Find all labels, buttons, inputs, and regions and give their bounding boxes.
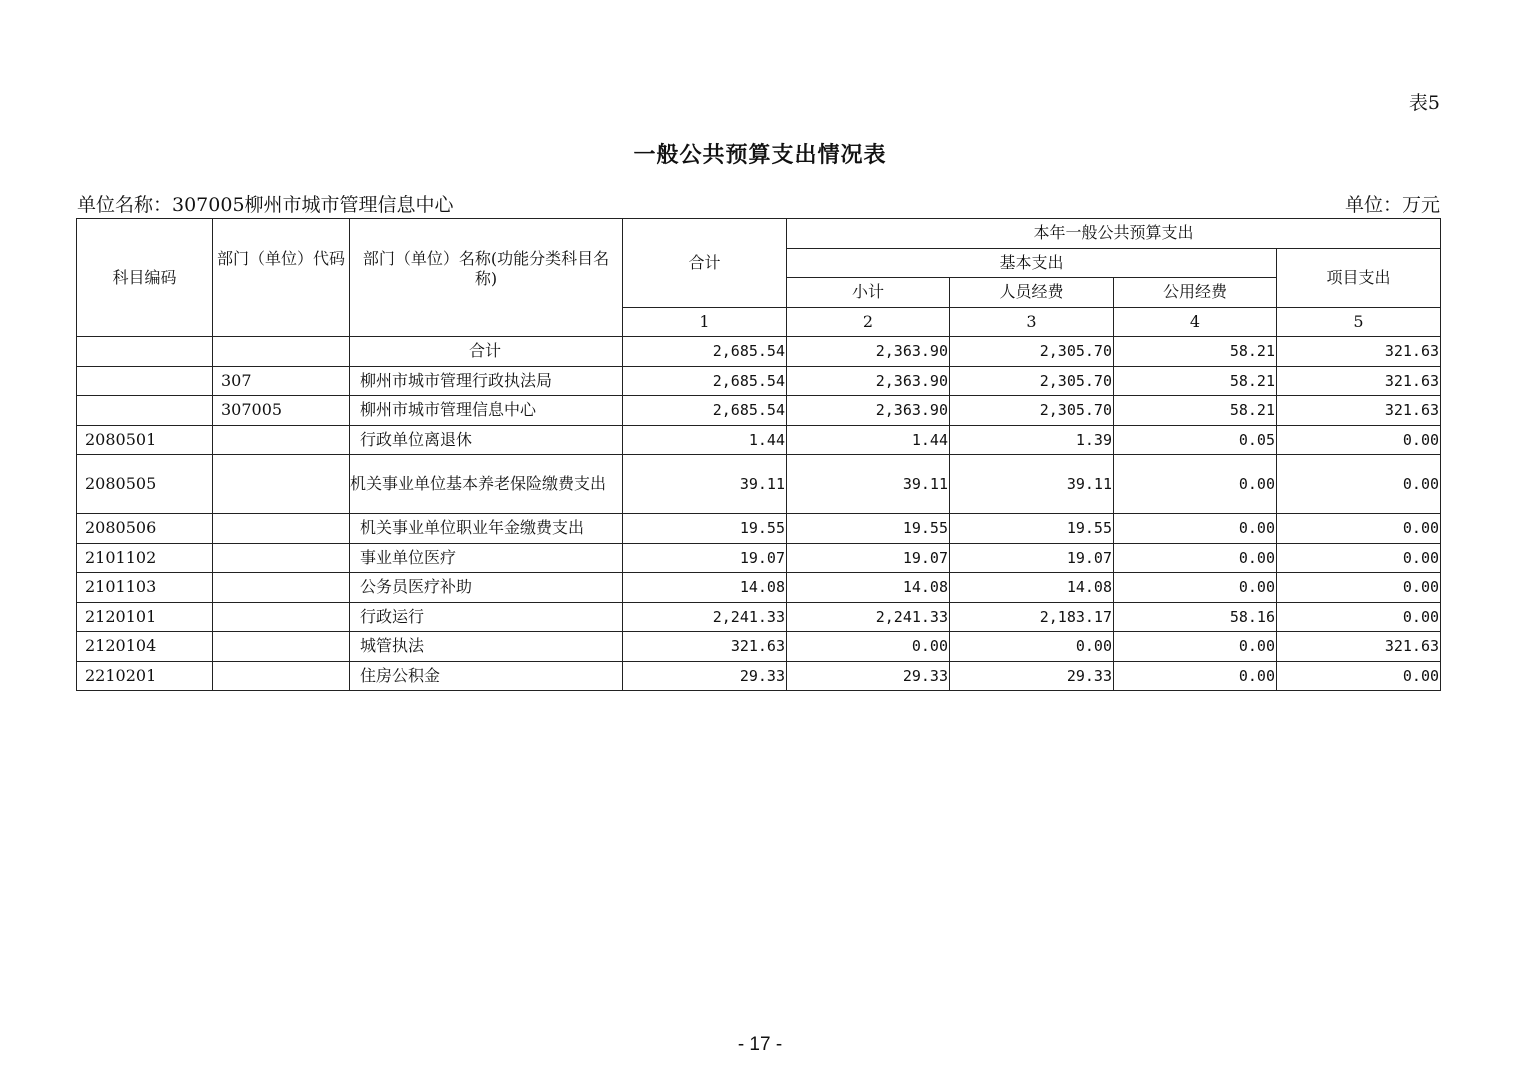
col-number: 2: [787, 307, 950, 337]
public-cell: 58.21: [1114, 396, 1277, 426]
public-cell: 58.21: [1114, 337, 1277, 367]
personnel-cell: 19.55: [950, 514, 1114, 544]
personnel-cell: 2,305.70: [950, 337, 1114, 367]
budget-table: [76, 218, 1441, 691]
header-total: 合计: [623, 219, 787, 308]
total-cell: 2,685.54: [623, 366, 787, 396]
dept-code-cell: [213, 573, 350, 603]
project-cell: 0.00: [1277, 661, 1441, 691]
project-cell: 0.00: [1277, 543, 1441, 573]
table-row: [77, 337, 1441, 367]
unit-name: 单位名称：307005柳州市城市管理信息中心: [77, 194, 454, 216]
header-dept-code: 部门（单位）代码: [213, 219, 350, 337]
subject-code-cell: 2080506: [77, 514, 213, 544]
subject-code-cell: [77, 396, 213, 426]
subject-code-cell: 2210201: [77, 661, 213, 691]
header-project-expenditure: 项目支出: [1277, 248, 1441, 307]
table-row: [77, 396, 1441, 426]
subtotal-cell: 1.44: [787, 425, 950, 455]
personnel-cell: 19.07: [950, 543, 1114, 573]
header-public: 公用经费: [1114, 278, 1277, 308]
subject-code-cell: 2120101: [77, 602, 213, 632]
subject-code-cell: [77, 337, 213, 367]
project-cell: 321.63: [1277, 632, 1441, 662]
project-cell: 0.00: [1277, 573, 1441, 603]
public-cell: 58.16: [1114, 602, 1277, 632]
dept-code-cell: [213, 425, 350, 455]
dept-name-cell: 事业单位医疗: [350, 543, 623, 573]
subtotal-cell: 2,363.90: [787, 366, 950, 396]
personnel-cell: 29.33: [950, 661, 1114, 691]
public-cell: 0.00: [1114, 573, 1277, 603]
dept-code-cell: [213, 337, 350, 367]
subject-code-cell: 2080505: [77, 455, 213, 514]
dept-code-cell: [213, 455, 350, 514]
table-number: 表5: [1408, 92, 1440, 114]
project-cell: 0.00: [1277, 602, 1441, 632]
project-cell: 0.00: [1277, 514, 1441, 544]
personnel-cell: 2,183.17: [950, 602, 1114, 632]
personnel-cell: 2,305.70: [950, 396, 1114, 426]
total-cell: 1.44: [623, 425, 787, 455]
public-cell: 58.21: [1114, 366, 1277, 396]
page-title: 一般公共预算支出情况表: [633, 142, 887, 168]
subject-code-cell: 2120104: [77, 632, 213, 662]
dept-name-cell: 柳州市城市管理行政执法局: [350, 366, 623, 396]
table-row: [77, 632, 1441, 662]
total-cell: 14.08: [623, 573, 787, 603]
table-row: [77, 455, 1441, 514]
subject-code-cell: 2101103: [77, 573, 213, 603]
dept-name-cell: 行政运行: [350, 602, 623, 632]
dept-code-cell: 307: [213, 366, 350, 396]
col-number: 1: [623, 307, 787, 337]
header-dept-name: 部门（单位）名称(功能分类科目名称): [350, 219, 623, 337]
table-row: [77, 602, 1441, 632]
dept-code-cell: [213, 661, 350, 691]
subtotal-cell: 14.08: [787, 573, 950, 603]
subtotal-cell: 2,241.33: [787, 602, 950, 632]
subtotal-cell: 0.00: [787, 632, 950, 662]
project-cell: 0.00: [1277, 425, 1441, 455]
dept-name-cell: 城管执法: [350, 632, 623, 662]
header-personnel: 人员经费: [950, 278, 1114, 308]
table-row: [77, 661, 1441, 691]
project-cell: 321.63: [1277, 337, 1441, 367]
public-cell: 0.00: [1114, 632, 1277, 662]
header-subtotal: 小计: [787, 278, 950, 308]
dept-code-cell: [213, 543, 350, 573]
header-subject-code: 科目编码: [77, 219, 213, 337]
public-cell: 0.00: [1114, 514, 1277, 544]
total-cell: 39.11: [623, 455, 787, 514]
dept-name-cell: 公务员医疗补助: [350, 573, 623, 603]
dept-code-cell: [213, 632, 350, 662]
public-cell: 0.00: [1114, 661, 1277, 691]
total-cell: 2,685.54: [623, 337, 787, 367]
project-cell: 0.00: [1277, 455, 1441, 514]
dept-code-cell: 307005: [213, 396, 350, 426]
personnel-cell: 0.00: [950, 632, 1114, 662]
total-cell: 321.63: [623, 632, 787, 662]
subtotal-cell: 39.11: [787, 455, 950, 514]
subtotal-cell: 2,363.90: [787, 337, 950, 367]
col-number: 4: [1114, 307, 1277, 337]
table-row: [77, 425, 1441, 455]
dept-name-cell: 机关事业单位基本养老保险缴费支出: [350, 455, 623, 514]
dept-name-cell: 住房公积金: [350, 661, 623, 691]
total-cell: 29.33: [623, 661, 787, 691]
total-cell: 19.55: [623, 514, 787, 544]
dept-name-cell: 柳州市城市管理信息中心: [350, 396, 623, 426]
dept-name-cell: 合计: [350, 337, 623, 367]
subject-code-cell: 2080501: [77, 425, 213, 455]
personnel-cell: 14.08: [950, 573, 1114, 603]
project-cell: 321.63: [1277, 396, 1441, 426]
subtotal-cell: 2,363.90: [787, 396, 950, 426]
subtotal-cell: 19.07: [787, 543, 950, 573]
page-number: - 17 -: [737, 1034, 783, 1055]
table-row: [77, 366, 1441, 396]
public-cell: 0.00: [1114, 543, 1277, 573]
header-basic-expenditure: 基本支出: [787, 248, 1277, 278]
header-budget-group: 本年一般公共预算支出: [787, 219, 1441, 249]
subtotal-cell: 19.55: [787, 514, 950, 544]
total-cell: 19.07: [623, 543, 787, 573]
table-row: [77, 543, 1441, 573]
personnel-cell: 1.39: [950, 425, 1114, 455]
total-cell: 2,241.33: [623, 602, 787, 632]
project-cell: 321.63: [1277, 366, 1441, 396]
subject-code-cell: [77, 366, 213, 396]
subject-code-cell: 2101102: [77, 543, 213, 573]
total-cell: 2,685.54: [623, 396, 787, 426]
table-row: [77, 514, 1441, 544]
table-row: [77, 573, 1441, 603]
unit-info-row: [77, 190, 1440, 216]
dept-code-cell: [213, 514, 350, 544]
public-cell: 0.05: [1114, 425, 1277, 455]
subtotal-cell: 29.33: [787, 661, 950, 691]
dept-code-cell: [213, 602, 350, 632]
dept-name-cell: 行政单位离退休: [350, 425, 623, 455]
unit-of-measure: 单位：万元: [1344, 194, 1440, 216]
personnel-cell: 2,305.70: [950, 366, 1114, 396]
col-number: 3: [950, 307, 1114, 337]
dept-name-cell: 机关事业单位职业年金缴费支出: [350, 514, 623, 544]
col-number: 5: [1277, 307, 1441, 337]
public-cell: 0.00: [1114, 455, 1277, 514]
personnel-cell: 39.11: [950, 455, 1114, 514]
